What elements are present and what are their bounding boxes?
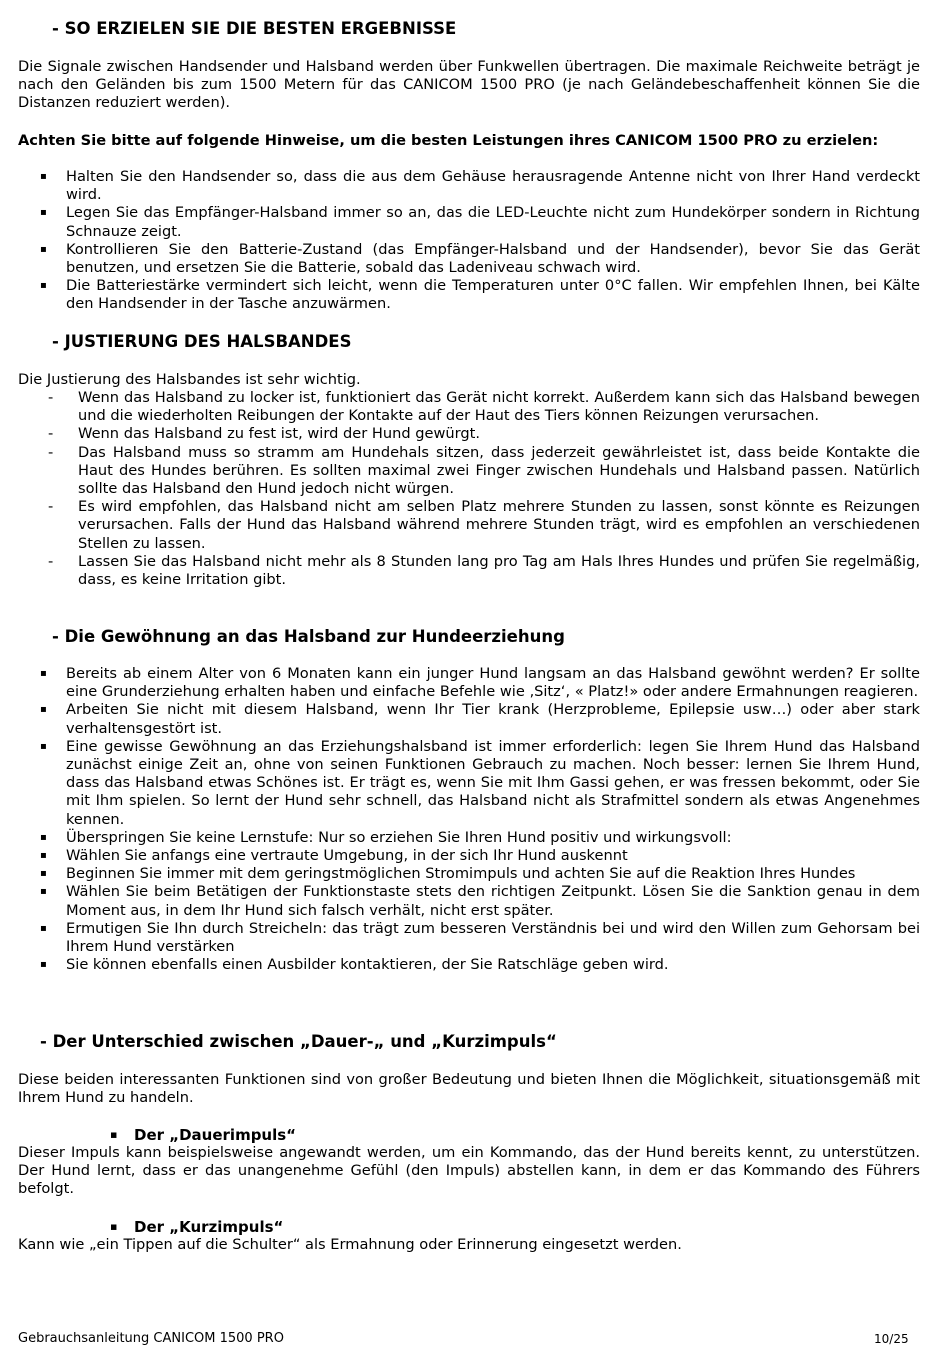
list-item: ▪ Arbeiten Sie nicht mit diesem Halsband, wenn Ihr Tier krank (Herzprobleme, Epilepsie usw…) oder aber stark verhaltensgestört ist. (18, 701, 920, 737)
section-heading-impulse-difference: - Der Unterschied zwischen „Dauer-„ und „Kurzimpuls“ (40, 1032, 557, 1051)
list-item: ▪ Legen Sie das Empfänger-Halsband immer so an, das die LED-Leuchte nicht zum Hundekörper sondern in Richtung Schnauze zeigt. (18, 204, 920, 240)
list-item: ▪ Eine gewisse Gewöhnung an das Erziehungshalsband ist immer erforderlich: legen Sie Ihrem Hund das Halsband zunächst einige Zeit an, ohne von seinen Funktionen Gebrauch zu machen. Noch besser: lernen Sie Ihrem Hund, dass das Halsband etwas Schönes ist. Er trägt es, wenn Sie mit Ihm Gassi gehen, er was fressen bekommt, oder Sie mit Ihm spielen. So lernt der Hund sehr schnell, das Halsband nicht als Strafmittel sondern als etwas Angenehmes kennen. (18, 738, 920, 829)
list-item: - Wenn das Halsband zu locker ist, funktioniert das Gerät nicht korrekt. Außerdem kann sich das Halsband bewegen und die wiederholten Reibungen der Kontakte auf der Haut des Tiers können Reizungen verursachen. (18, 389, 920, 425)
section-heading-habituation: - Die Gewöhnung an das Halsband zur Hundeerziehung (52, 627, 565, 646)
list-item: - Wenn das Halsband zu fest ist, wird der Hund gewürgt. (18, 425, 920, 443)
list-adjustment (18, 389, 920, 589)
subheading-short-impulse: ▪ Der „Kurzimpuls“ (134, 1218, 283, 1236)
paragraph-lead-hints: Achten Sie bitte auf folgende Hinweise, um die besten Leistungen ihres CANICOM 1500 PRO zu erzielen: (18, 132, 879, 149)
list-item: ▪ Wählen Sie anfangs eine vertraute Umgebung, in der sich Ihr Hund auskennt (18, 847, 920, 865)
list-item: ▪ Beginnen Sie immer mit dem geringstmöglichen Stromimpuls und achten Sie auf die Reaktion Ihres Hundes (18, 865, 920, 883)
list-item: ▪ Sie können ebenfalls einen Ausbilder kontaktieren, der Sie Ratschläge geben wird. (18, 956, 920, 974)
list-hints (18, 168, 920, 314)
list-item: ▪ Kontrollieren Sie den Batterie-Zustand (das Empfänger-Halsband und der Handsender), bevor Sie das Gerät benutzen, und ersetzen Sie die Batterie, sobald das Ladeniveau schwach wird. (18, 241, 920, 277)
paragraph-intro-radio: Die Signale zwischen Handsender und Halsband werden über Funkwellen übertragen. Die maximale Reichweite beträgt je nach den Geländen bis zum 1500 Metern für das CANICOM 1500 PRO (je nach Geländebeschaffenheit können Sie die Distanzen reduziert werden). (18, 58, 920, 112)
list-habituation (18, 665, 920, 974)
list-item: ▪ Bereits ab einem Alter von 6 Monaten kann ein junger Hund langsam an das Halsband gewöhnt werden? Er sollte eine Grunderziehung erhalten haben und einfache Befehle wie ‚Sitz‘, « Platz!» oder andere Ermahnungen reagieren. (18, 665, 920, 701)
list-item: ▪ Ermutigen Sie Ihn durch Streicheln: das trägt zum besseren Verständnis bei und wird den Willen zum Gehorsam bei Ihrem Hund verstärken (18, 920, 920, 956)
list-item: - Das Halsband muss so stramm am Hundehals sitzen, dass jederzeit gewährleistet ist, dass beide Kontakte die Haut des Hundes berühren. Es sollten maximal zwei Finger zwischen Hundehals und Halsband passen. Natürlich sollte das Halsband den Hund jedoch nicht würgen. (18, 444, 920, 499)
paragraph-functions-intro: Diese beiden interessanten Funktionen sind von großer Bedeutung und bieten Ihnen die Möglichkeit, situationsgemäß mit Ihrem Hund zu handeln. (18, 1071, 920, 1107)
list-item: ▪ Die Batteriestärke vermindert sich leicht, wenn die Temperaturen unter 0°C fallen. Wir empfehlen Ihnen, bei Kälte den Handsender in der Tasche anzuwärmen. (18, 277, 920, 313)
footer-manual-title: Gebrauchsanleitung CANICOM 1500 PRO (18, 1331, 284, 1346)
list-item: ▪ Überspringen Sie keine Lernstufe: Nur so erziehen Sie Ihren Hund positiv und wirkungsvoll: (18, 829, 920, 847)
list-item: ▪ Halten Sie den Handsender so, dass die aus dem Gehäuse herausragende Antenne nicht von Ihrer Hand verdeckt wird. (18, 168, 920, 204)
list-item: - Lassen Sie das Halsband nicht mehr als 8 Stunden lang pro Tag am Hals Ihres Hundes und prüfen Sie regelmäßig, dass, es keine Irritation gibt. (18, 553, 920, 589)
paragraph-continuous-impulse: Dieser Impuls kann beispielsweise angewandt werden, um ein Kommando, das der Hund bereits kennt, zu unterstützen. Der Hund lernt, dass er das unangenehme Gefühl (den Impuls) abstellen kann, in dem er das Kommando des Führers befolgt. (18, 1144, 920, 1198)
section-heading-adjustment: - JUSTIERUNG DES HALSBANDES (52, 332, 352, 351)
footer-page-number: 10/25 (874, 1332, 909, 1346)
paragraph-short-impulse: Kann wie „ein Tippen auf die Schulter“ als Ermahnung oder Erinnerung eingesetzt werden. (18, 1236, 682, 1253)
subheading-continuous-impulse: ▪ Der „Dauerimpuls“ (134, 1126, 296, 1144)
section-heading-results: - SO ERZIELEN SIE DIE BESTEN ERGEBNISSE (52, 19, 457, 38)
list-item: - Es wird empfohlen, das Halsband nicht am selben Platz mehrere Stunden zu lassen, sonst könnte es Reizungen verursachen. Falls der Hund das Halsband während mehrere Stunden trägt, wird es empfohlen an verschiedenen Stellen zu lassen. (18, 498, 920, 553)
paragraph-adjustment-intro: Die Justierung des Halsbandes ist sehr wichtig. (18, 371, 361, 388)
list-item: ▪ Wählen Sie beim Betätigen der Funktionstaste stets den richtigen Zeitpunkt. Lösen Sie die Sanktion genau in dem Moment aus, in dem Ihr Hund sich falsch verhält, nicht erst später. (18, 883, 920, 919)
